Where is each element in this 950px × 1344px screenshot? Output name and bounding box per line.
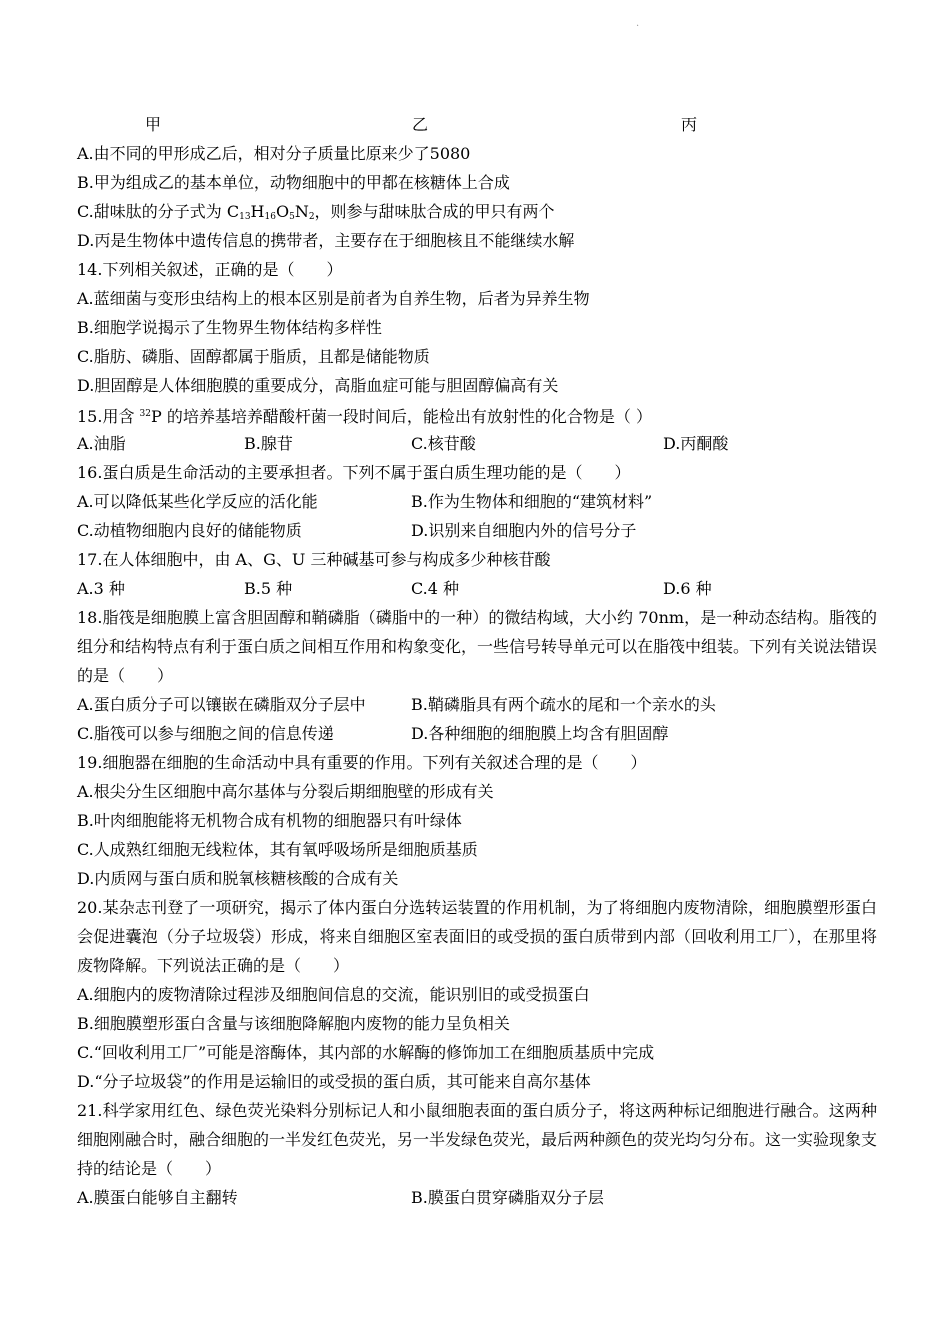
q18-options-row2 — [77, 719, 877, 748]
q13-option-c: C.甜味肽的分子式为 $C_{13}H_{16}O_5N_2$，则参与甜味肽合成的甲只有两个 — [77, 202, 555, 222]
q14-option-a: A.蓝细菌与变形虫结构上的根本区别是前者为自养生物，后者为异养生物 — [77, 289, 590, 308]
q17-options — [77, 574, 877, 603]
q18-option-d: D.各种细胞的细胞膜上均含有胆固醇 — [411, 724, 669, 743]
q19-stem: 19.细胞器在细胞的生命活动中具有重要的作用。下列有关叙述合理的是（ ） — [77, 753, 647, 772]
figure-label-bing: 丙 — [681, 115, 698, 134]
q20-stem: 20.某杂志刊登了一项研究，揭示了体内蛋白分选转运装置的作用机制，为了将细胞内废物清除，细胞膜塑形蛋白会促进囊泡（分子垃圾袋）形成，将来自细胞区室表面旧的或受损的蛋白质带到内部（回收利用工厂），在那里将废物降解。下列说法正确的是（ ） — [77, 898, 877, 975]
q17-option-b: B.5 种 — [244, 579, 293, 598]
q15-options — [77, 429, 877, 458]
q14-option-d: D.胆固醇是人体细胞膜的重要成分，高脂血症可能与胆固醇偏高有关 — [77, 376, 559, 395]
q18-option-a: A.蛋白质分子可以镶嵌在磷脂双分子层中 — [77, 695, 366, 714]
q13-option-b: B.甲为组成乙的基本单位，动物细胞中的甲都在核糖体上合成 — [77, 173, 510, 192]
q19-option-b: B.叶肉细胞能将无机物合成有机物的细胞器只有叶绿体 — [77, 811, 462, 830]
q19-option-c: C.人成熟红细胞无线粒体，其有氧呼吸场所是细胞质基质 — [77, 840, 478, 859]
q16-option-c: C.动植物细胞内良好的储能物质 — [77, 521, 302, 540]
q17-option-d: D.6 种 — [663, 579, 712, 598]
q15-option-c: C.核苷酸 — [411, 434, 476, 453]
question-content — [77, 139, 877, 1212]
q15-option-b: B.腺苷 — [244, 434, 293, 453]
q21-stem: 21.科学家用红色、绿色荧光染料分别标记人和小鼠细胞表面的蛋白质分子，将这两种标记细胞进行融合。这两种细胞刚融合时，融合细胞的一半发红色荧光，另一半发绿色荧光，最后两种颜色的荧光均匀分布。这一实验现象支持的结论是（ ） — [77, 1101, 878, 1178]
q19-option-a: A.根尖分生区细胞中高尔基体与分裂后期细胞壁的形成有关 — [77, 782, 494, 801]
q19-option-d: D.内质网与蛋白质和脱氧核糖核酸的合成有关 — [77, 869, 399, 888]
q14-option-b: B.细胞学说揭示了生物界生物体结构多样性 — [77, 318, 382, 337]
q18-options-row1 — [77, 690, 877, 719]
header-dot: . — [636, 18, 640, 29]
q21-options-row1 — [77, 1183, 877, 1212]
q15-option-d: D.丙酮酸 — [663, 434, 729, 453]
q14-stem: 14.下列相关叙述，正确的是（ ） — [77, 260, 343, 279]
q20-option-c: C.“回收利用工厂”可能是溶酶体，其内部的水解酶的修饰加工在细胞质基质中完成 — [77, 1043, 655, 1062]
q16-option-a: A.可以降低某些化学反应的活化能 — [77, 492, 318, 511]
figure-labels — [0, 112, 950, 140]
q21-option-a: A.膜蛋白能够自主翻转 — [77, 1188, 238, 1207]
q16-option-d: D.识别来自细胞内外的信号分子 — [411, 521, 637, 540]
q18-option-b: B.鞘磷脂具有两个疏水的尾和一个亲水的头 — [411, 695, 716, 714]
q16-options-row2 — [77, 516, 877, 545]
q17-option-a: A.3 种 — [77, 579, 125, 598]
q14-option-c: C.脂肪、磷脂、固醇都属于脂质，且都是储能物质 — [77, 347, 430, 366]
q13-option-a: A.由不同的甲形成乙后，相对分子质量比原来少了5080 — [77, 144, 471, 163]
q15-stem: 15.用含 $^{32}$P 的培养基培养醋酸杆菌一段时间后，能检出有放射性的化合物是（ ） — [77, 407, 652, 426]
q18-stem: 18.脂筏是细胞膜上富含胆固醇和鞘磷脂（磷脂中的一种）的微结构域，大小约 70nm，是一种动态结构。脂筏的组分和结构特点有利于蛋白质之间相互作用和构象变化，一些信号转导单元可以在脂筏中组装。下列有关说法错误的是（ ） — [77, 608, 878, 685]
q17-stem: 17.在人体细胞中，由 A、G、U 三种碱基可参与构成多少种核苷酸 — [77, 550, 551, 569]
q13-option-d: D.丙是生物体中遗传信息的携带者，主要存在于细胞核且不能继续水解 — [77, 231, 575, 250]
q20-option-b: B.细胞膜塑形蛋白含量与该细胞降解胞内废物的能力呈负相关 — [77, 1014, 510, 1033]
q20-option-a: A.细胞内的废物清除过程涉及细胞间信息的交流，能识别旧的或受损蛋白 — [77, 985, 590, 1004]
q16-option-b: B.作为生物体和细胞的“建筑材料” — [411, 492, 653, 511]
figure-label-yi: 乙 — [412, 115, 429, 134]
q15-option-a: A.油脂 — [77, 434, 126, 453]
q18-option-c: C.脂筏可以参与细胞之间的信息传递 — [77, 724, 334, 743]
q17-option-c: C.4 种 — [411, 579, 460, 598]
q16-options-row1 — [77, 487, 877, 516]
figure-label-jia: 甲 — [145, 115, 162, 134]
q16-stem: 16.蛋白质是生命活动的主要承担者。下列不属于蛋白质生理功能的是（ ） — [77, 463, 631, 482]
q21-option-b: B.膜蛋白贯穿磷脂双分子层 — [411, 1188, 604, 1207]
q20-option-d: D.“分子垃圾袋”的作用是运输旧的或受损的蛋白质，其可能来自高尔基体 — [77, 1072, 591, 1091]
